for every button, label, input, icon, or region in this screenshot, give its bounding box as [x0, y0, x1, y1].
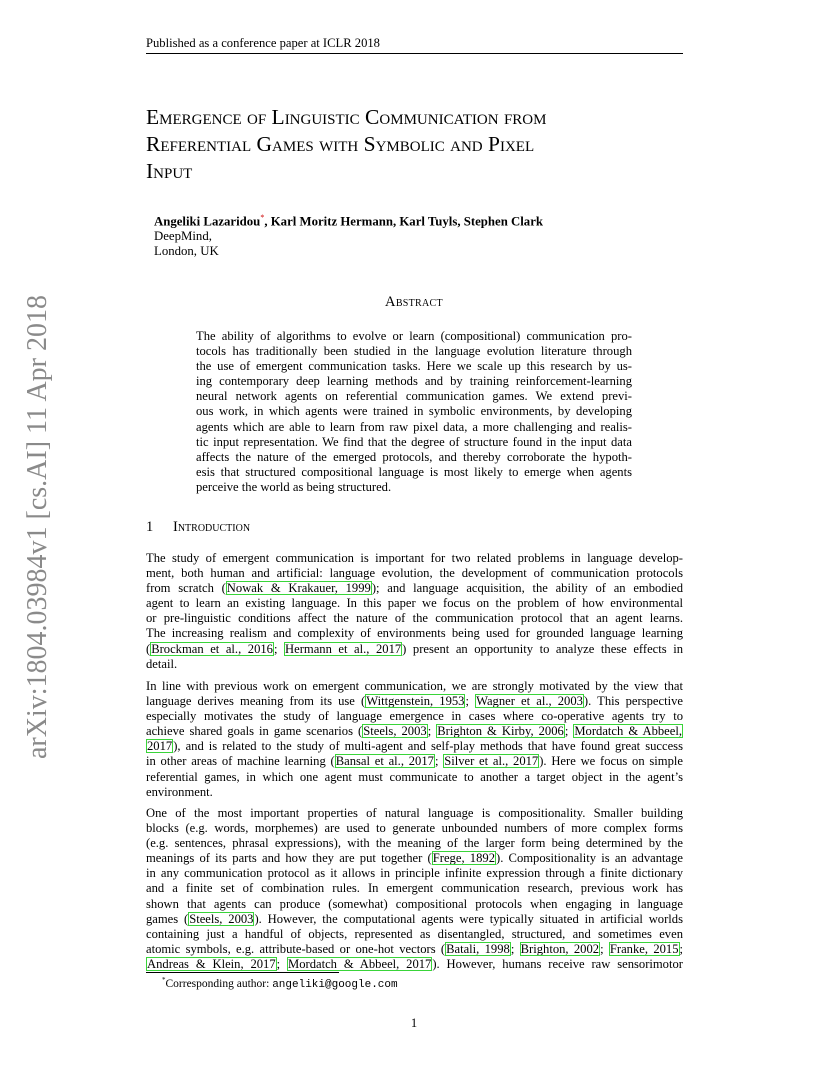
- citation-link[interactable]: Brighton, 2002: [520, 941, 600, 956]
- abstract-body: [196, 329, 632, 495]
- footnote-email[interactable]: angeliki@google.com: [272, 978, 398, 991]
- author-block: [154, 210, 543, 259]
- text-segment: ;: [465, 694, 476, 709]
- citation-link[interactable]: Wittgenstein, 1953: [366, 694, 465, 709]
- citation-link[interactable]: Silver et al., 2017: [444, 754, 539, 769]
- text-segment: ;: [427, 724, 437, 739]
- text-segment: ), and is related to the study of multi-agent and self-play methods that have found great success: [173, 739, 683, 754]
- abstract-line: The ability of algorithms to evolve or learn (compositional) communication pro-: [196, 329, 632, 343]
- text-segment: ;: [564, 724, 574, 739]
- text-line: [146, 626, 683, 641]
- arxiv-stamp-text: arXiv:1804.03984v1 [cs.AI] 11 Apr 2018: [22, 294, 53, 760]
- text-segment: referential games, in which one agent must communicate to another a target object in the agent’s: [146, 769, 683, 784]
- text-segment: games (: [146, 911, 189, 926]
- text-segment: ;: [679, 941, 684, 956]
- text-segment: language derives meaning from its use (: [146, 694, 366, 709]
- title-line: Referential Games with Symbolic and Pixel: [146, 132, 535, 156]
- text-line: [146, 679, 683, 694]
- affiliation: DeepMind,: [154, 229, 212, 244]
- text-segment: ). This perspective: [583, 694, 683, 709]
- text-line: [146, 724, 683, 739]
- text-segment: One of the most important properties of natural language is compositionality. Smaller building: [146, 806, 683, 820]
- text-line: [146, 581, 683, 596]
- abstract-line: esis that structured compositional language is most likely to emerge when agents: [196, 464, 632, 479]
- text-line: [146, 611, 683, 626]
- text-segment: (: [146, 641, 151, 656]
- text-line: [146, 912, 683, 927]
- location: London, UK: [154, 244, 219, 259]
- abstract-line: agents which are able to learn from raw pixel data, a more challenging and realis-: [196, 419, 632, 434]
- paragraph: [146, 806, 683, 972]
- section-heading: [146, 519, 250, 536]
- text-segment: containing just a handful of objects, represented as disentangled, structured, and sometimes even: [146, 926, 683, 941]
- text-segment: ;: [434, 754, 444, 769]
- text-segment: ment, both human and artificial: language evolution, the development of communication protocols: [146, 566, 683, 581]
- citation-link[interactable]: Steels, 2003: [189, 911, 254, 926]
- text-segment: or pre-linguistic conditions affect the nature of the communication protocol that an agent learns.: [146, 611, 683, 626]
- abstract-line: tic input representation. We find that the degree of structure found in the input data: [196, 434, 632, 449]
- text-segment: ). Compositionality is an advantage: [496, 851, 683, 866]
- abstract-line: ous work, in which agents were trained in symbolic environments, by developing: [196, 404, 632, 419]
- section-number: 1: [146, 519, 154, 535]
- running-header: Published as a conference paper at ICLR 2018: [146, 36, 380, 50]
- footnote-marker[interactable]: *: [260, 213, 265, 222]
- text-segment: ). However, the computational agents were typically situated in artificial worlds: [254, 911, 683, 926]
- paragraph: [146, 679, 683, 800]
- abstract-line: perceive the world as being structured.: [196, 479, 392, 494]
- citation-link[interactable]: Hermann et al., 2017: [285, 641, 402, 656]
- text-line: [146, 657, 683, 672]
- citation-link[interactable]: Wagner et al., 2003: [476, 694, 583, 709]
- text-segment: The increasing realism and complexity of environments being used for grounded language learning: [146, 626, 683, 641]
- footnote: [162, 976, 398, 991]
- text-segment: atomic symbols, e.g. attribute-based or one-hot vectors (: [146, 941, 446, 956]
- other-authors: , Karl Moritz Hermann, Karl Tuyls, Stephen Clark: [264, 214, 544, 229]
- footnote-text: Corresponding author:: [165, 977, 273, 990]
- text-line: [146, 881, 683, 896]
- text-segment: from scratch (: [146, 581, 226, 596]
- abstract-line: ing contemporary deep learning methods and by training reinforcement-learning: [196, 374, 632, 389]
- text-segment: ); and language acquisition, the ability of an embodied: [371, 581, 683, 596]
- text-segment: and a finite set of combination rules. In emergent communication research, previous work has: [146, 881, 683, 896]
- text-segment: The study of emergent communication is important for two related problems in language develop-: [146, 551, 683, 565]
- citation-link[interactable]: Nowak & Krakauer, 1999: [226, 581, 371, 596]
- text-line: [146, 957, 683, 972]
- footnote-mark: *: [162, 976, 166, 984]
- text-line: [146, 754, 683, 769]
- abstract-heading: Abstract: [385, 294, 443, 310]
- citation-link[interactable]: Bansal et al., 2017: [335, 754, 434, 769]
- citation-link[interactable]: Brockman et al., 2016: [151, 641, 273, 656]
- text-line: [146, 866, 683, 881]
- abstract-line: neural network agents on referential communication games. We extend previ-: [196, 389, 632, 404]
- paper-title: [146, 104, 686, 185]
- text-segment: especially motivates the study of language emergence in cases where co-operative agents try to: [146, 709, 683, 724]
- text-line: [146, 596, 683, 611]
- text-segment: In line with previous work on emergent communication, we are strongly motivated by the view that: [146, 679, 683, 693]
- abstract-line: affects the nature of the emerged protocols, and thereby corroborate the hypoth-: [196, 449, 632, 464]
- text-segment: blocks (e.g. words, morphemes) are used to generate unbounded numbers of more complex forms: [146, 821, 683, 836]
- text-segment: ;: [276, 956, 288, 971]
- text-segment: ;: [273, 641, 285, 656]
- abstract-line: tocols has traditionally been studied in the language evolution literature through: [196, 344, 632, 359]
- text-segment: shown that agents can produce (somewhat) compositional protocols when engaging in language: [146, 896, 683, 911]
- arxiv-stamp: [18, 292, 58, 762]
- author-names: [154, 210, 543, 229]
- text-segment: (e.g. sentences, phrasal expressions), with the meaning of the larger form being determined by the: [146, 836, 683, 851]
- text-line: [146, 642, 683, 657]
- citation-link[interactable]: Brighton & Kirby, 2006: [437, 724, 564, 739]
- text-line: [146, 836, 683, 851]
- citation-link[interactable]: 2017: [147, 739, 173, 754]
- abstract-line: the use of emergent communication tasks. Here we scale up this research by us-: [196, 359, 632, 374]
- citation-link[interactable]: Batali, 1998: [446, 941, 510, 956]
- text-line: [146, 709, 683, 724]
- text-segment: meanings of its parts and how they are put together (: [146, 851, 432, 866]
- citation-link[interactable]: Andreas & Klein, 2017: [147, 956, 276, 971]
- citation-link[interactable]: Mordatch & Abbeel,: [574, 724, 683, 739]
- section-title: Introduction: [173, 519, 251, 535]
- text-line: [146, 694, 683, 709]
- text-segment: ) present an opportunity to analyze these effects in: [402, 641, 683, 656]
- text-segment: agent to learn an existing language. In this paper we focus on the problem of how environmental: [146, 596, 683, 611]
- text-line: [146, 821, 683, 836]
- title-line: Emergence of Linguistic Communication from: [146, 105, 547, 129]
- text-line: [146, 739, 683, 754]
- text-line: [146, 566, 683, 581]
- first-author: Angeliki Lazaridou: [154, 214, 261, 229]
- text-line: [146, 551, 683, 566]
- citation-link[interactable]: Franke, 2015: [609, 941, 679, 956]
- title-line: Input: [146, 159, 193, 183]
- header-rule: [146, 53, 683, 54]
- text-segment: in any communication protocol as it allows in principle infinite expression through a finite dictionary: [146, 866, 683, 881]
- text-line: [146, 942, 683, 957]
- text-line: [146, 897, 683, 912]
- text-segment: ;: [510, 941, 520, 956]
- text-line: [146, 806, 683, 821]
- paragraph: [146, 551, 683, 672]
- text-segment: ;: [600, 941, 609, 956]
- text-segment: ). Here we focus on simple: [539, 754, 683, 769]
- citation-link[interactable]: Mordatch & Abbeel, 2017: [288, 956, 432, 971]
- text-line: [146, 927, 683, 942]
- text-line: [146, 785, 683, 800]
- text-segment: detail.: [146, 656, 178, 671]
- text-segment: ). However, humans receive raw sensorimotor: [432, 956, 683, 971]
- text-segment: achieve shared goals in game scenarios (: [146, 724, 363, 739]
- text-line: [146, 770, 683, 785]
- text-line: [146, 851, 683, 866]
- text-segment: environment.: [146, 784, 213, 799]
- text-segment: in other areas of machine learning (: [146, 754, 335, 769]
- footnote-rule: [146, 972, 339, 973]
- page-number: 1: [410, 1016, 418, 1030]
- citation-link[interactable]: Steels, 2003: [363, 724, 427, 739]
- citation-link[interactable]: Frege, 1892: [432, 851, 495, 866]
